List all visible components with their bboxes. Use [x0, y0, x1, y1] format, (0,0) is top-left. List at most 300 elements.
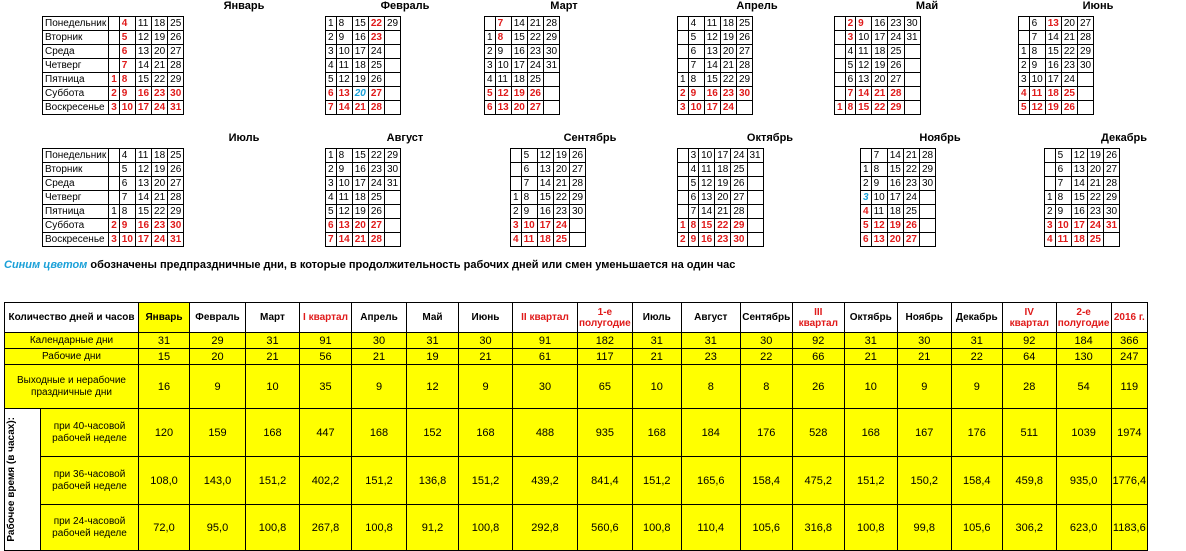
- summary-column-header: 2-е полугодие: [1056, 303, 1111, 333]
- day-cell: 21: [152, 59, 168, 73]
- day-cell: 27: [368, 87, 384, 101]
- summary-value-cell: 151,2: [459, 457, 513, 505]
- day-cell: 14: [336, 233, 352, 247]
- day-cell: 11: [704, 17, 720, 31]
- day-cell: 21: [1087, 177, 1103, 191]
- weekday-label: Четверг: [43, 191, 109, 205]
- day-cell: 8: [336, 149, 352, 163]
- summary-value-cell: 1039: [1056, 409, 1111, 457]
- summary-value-cell: 167: [897, 409, 951, 457]
- day-cell: 21: [152, 191, 168, 205]
- day-cell: 23: [1087, 205, 1103, 219]
- month-grid: [42, 16, 184, 115]
- day-cell: 16: [352, 163, 368, 177]
- month-grid: [42, 148, 184, 247]
- day-cell: 22: [720, 73, 736, 87]
- summary-value-cell: 151,2: [246, 457, 300, 505]
- day-cell: 8: [1055, 191, 1071, 205]
- day-cell: [1019, 31, 1030, 45]
- day-cell: 27: [1103, 163, 1119, 177]
- day-cell: [678, 45, 689, 59]
- day-cell: 1: [326, 17, 337, 31]
- day-cell: 19: [872, 59, 888, 73]
- day-cell: 21: [720, 59, 736, 73]
- day-cell: 11: [135, 17, 151, 31]
- day-cell: 15: [352, 17, 368, 31]
- day-cell: 17: [537, 219, 553, 233]
- summary-column-header: Июль: [632, 303, 681, 333]
- day-cell: 15: [352, 149, 368, 163]
- day-cell: 13: [336, 87, 352, 101]
- summary-column-header: Ноябрь: [897, 303, 951, 333]
- summary-value-cell: 184: [1056, 333, 1111, 349]
- day-cell: 16: [704, 87, 720, 101]
- day-cell: 11: [856, 45, 872, 59]
- summary-value-cell: 31: [681, 333, 740, 349]
- summary-value-cell: 10: [844, 365, 897, 409]
- summary-value-cell: 9: [951, 365, 1002, 409]
- day-cell: 19: [152, 31, 168, 45]
- day-cell: [678, 149, 689, 163]
- day-cell: 23: [553, 205, 569, 219]
- day-cell: 9: [688, 87, 704, 101]
- day-cell: [678, 205, 689, 219]
- day-cell: 17: [872, 31, 888, 45]
- day-cell: [835, 31, 846, 45]
- day-cell: 5: [1055, 149, 1071, 163]
- day-cell: 13: [856, 73, 872, 87]
- summary-value-cell: 511: [1002, 409, 1056, 457]
- weekday-label: Суббота: [43, 219, 109, 233]
- day-cell: 23: [715, 233, 731, 247]
- month-title: Январь: [223, 0, 265, 12]
- day-cell: 11: [871, 205, 887, 219]
- day-cell: 8: [871, 163, 887, 177]
- day-cell: 5: [485, 87, 496, 101]
- day-cell: 28: [543, 17, 559, 31]
- day-cell: 16: [887, 177, 903, 191]
- day-cell: 14: [135, 59, 151, 73]
- summary-value-cell: 31: [407, 333, 459, 349]
- day-cell: 13: [135, 177, 151, 191]
- day-cell: 30: [904, 17, 920, 31]
- day-cell: 1: [678, 73, 689, 87]
- day-cell: 1: [511, 191, 522, 205]
- day-cell: 13: [699, 191, 715, 205]
- day-cell: [835, 17, 846, 31]
- summary-value-cell: 168: [352, 409, 407, 457]
- day-cell: 4: [688, 17, 704, 31]
- day-cell: 10: [521, 219, 537, 233]
- summary-value-cell: 92: [792, 333, 844, 349]
- day-cell: 5: [326, 205, 337, 219]
- day-cell: 11: [135, 149, 151, 163]
- day-cell: 20: [352, 87, 368, 101]
- day-cell: 25: [903, 205, 919, 219]
- day-cell: 19: [553, 149, 569, 163]
- day-cell: [919, 233, 935, 247]
- day-cell: 15: [135, 205, 151, 219]
- day-cell: [835, 45, 846, 59]
- day-cell: 24: [888, 31, 904, 45]
- day-cell: 19: [887, 219, 903, 233]
- summary-value-cell: 92: [1002, 333, 1056, 349]
- day-cell: 10: [1029, 73, 1045, 87]
- day-cell: 21: [553, 177, 569, 191]
- summary-column-header: Октябрь: [844, 303, 897, 333]
- day-cell: [1045, 149, 1056, 163]
- summary-value-cell: 95,0: [190, 505, 246, 551]
- day-cell: [1045, 163, 1056, 177]
- summary-value-cell: 56: [300, 349, 352, 365]
- day-cell: [511, 149, 522, 163]
- day-cell: [543, 87, 559, 101]
- day-cell: 15: [1045, 45, 1061, 59]
- day-cell: 13: [336, 219, 352, 233]
- day-cell: 9: [336, 31, 352, 45]
- day-cell: 5: [688, 31, 704, 45]
- day-cell: 31: [168, 233, 184, 247]
- day-cell: 2: [326, 163, 337, 177]
- summary-value-cell: 31: [246, 333, 300, 349]
- summary-value-cell: 560,6: [578, 505, 633, 551]
- day-cell: 1: [109, 205, 120, 219]
- day-cell: 10: [119, 233, 135, 247]
- day-cell: [384, 31, 400, 45]
- day-cell: 17: [1071, 219, 1087, 233]
- day-cell: 6: [861, 233, 872, 247]
- day-cell: 18: [887, 205, 903, 219]
- day-cell: 1: [326, 149, 337, 163]
- day-cell: [835, 59, 846, 73]
- day-cell: 3: [845, 31, 856, 45]
- day-cell: 5: [845, 59, 856, 73]
- day-cell: 8: [845, 101, 856, 115]
- day-cell: 4: [511, 233, 522, 247]
- day-cell: 24: [731, 149, 747, 163]
- summary-column-header: III квартал: [792, 303, 844, 333]
- day-cell: 24: [1087, 219, 1103, 233]
- day-cell: 3: [1045, 219, 1056, 233]
- summary-value-cell: 99,8: [897, 505, 951, 551]
- day-cell: 1: [861, 163, 872, 177]
- day-cell: 28: [368, 233, 384, 247]
- day-cell: 17: [1045, 73, 1061, 87]
- summary-value-cell: 9: [459, 365, 513, 409]
- day-cell: 2: [678, 87, 689, 101]
- day-cell: 9: [1055, 205, 1071, 219]
- day-cell: 21: [527, 17, 543, 31]
- day-cell: 25: [368, 191, 384, 205]
- day-cell: 9: [119, 87, 135, 101]
- day-cell: 23: [720, 87, 736, 101]
- day-cell: 30: [919, 177, 935, 191]
- day-cell: 31: [384, 177, 400, 191]
- day-cell: 1: [835, 101, 846, 115]
- day-cell: 14: [1071, 177, 1087, 191]
- day-cell: 24: [720, 101, 736, 115]
- day-cell: 28: [1077, 31, 1093, 45]
- month-title: Декабрь: [1101, 132, 1147, 144]
- summary-value-cell: 316,8: [792, 505, 844, 551]
- summary-value-cell: 20: [190, 349, 246, 365]
- day-cell: 28: [368, 101, 384, 115]
- summary-value-cell: 119: [1111, 365, 1148, 409]
- day-cell: [109, 45, 120, 59]
- day-cell: 16: [135, 219, 151, 233]
- day-cell: 8: [521, 191, 537, 205]
- summary-value-cell: 447: [300, 409, 352, 457]
- day-cell: 13: [871, 233, 887, 247]
- summary-value-cell: 105,6: [740, 505, 792, 551]
- day-cell: 8: [688, 219, 699, 233]
- day-cell: 29: [731, 219, 747, 233]
- summary-value-cell: 110,4: [681, 505, 740, 551]
- day-cell: 3: [326, 45, 337, 59]
- day-cell: 28: [736, 59, 752, 73]
- weekday-label: Четверг: [43, 59, 109, 73]
- day-cell: 17: [511, 59, 527, 73]
- day-cell: [543, 101, 559, 115]
- day-cell: 29: [569, 191, 585, 205]
- summary-value-cell: 31: [632, 333, 681, 349]
- day-cell: 29: [168, 205, 184, 219]
- summary-value-cell: 54: [1056, 365, 1111, 409]
- summary-value-cell: 9: [352, 365, 407, 409]
- day-cell: 5: [521, 149, 537, 163]
- day-cell: 19: [511, 87, 527, 101]
- summary-value-cell: 168: [246, 409, 300, 457]
- day-cell: [678, 177, 689, 191]
- day-cell: [569, 233, 585, 247]
- day-cell: 19: [152, 163, 168, 177]
- day-cell: 12: [336, 73, 352, 87]
- summary-value-cell: 35: [300, 365, 352, 409]
- day-cell: 21: [352, 233, 368, 247]
- day-cell: [747, 163, 763, 177]
- day-cell: 31: [543, 59, 559, 73]
- month-grid: [834, 16, 921, 115]
- summary-value-cell: 120: [139, 409, 190, 457]
- day-cell: [835, 87, 846, 101]
- summary-value-cell: 30: [740, 333, 792, 349]
- day-cell: 19: [352, 73, 368, 87]
- day-cell: [485, 17, 496, 31]
- day-cell: 26: [168, 31, 184, 45]
- day-cell: 30: [1077, 59, 1093, 73]
- month-grid: [325, 16, 401, 115]
- day-cell: 10: [336, 45, 352, 59]
- summary-value-cell: 247: [1111, 349, 1148, 365]
- day-cell: 16: [699, 233, 715, 247]
- summary-value-cell: 623,0: [1056, 505, 1111, 551]
- day-cell: 22: [1087, 191, 1103, 205]
- day-cell: 29: [384, 149, 400, 163]
- day-cell: 18: [352, 191, 368, 205]
- day-cell: 6: [119, 45, 135, 59]
- day-cell: [919, 219, 935, 233]
- day-cell: 16: [135, 87, 151, 101]
- day-cell: 31: [168, 101, 184, 115]
- summary-value-cell: 1974: [1111, 409, 1148, 457]
- day-cell: 20: [1061, 17, 1077, 31]
- day-cell: 27: [168, 177, 184, 191]
- day-cell: 25: [736, 17, 752, 31]
- day-cell: [904, 45, 920, 59]
- day-cell: 9: [871, 177, 887, 191]
- day-cell: [109, 177, 120, 191]
- day-cell: [736, 101, 752, 115]
- day-cell: 27: [569, 163, 585, 177]
- working-hours-side-text: Рабочее время (в часах):: [6, 417, 17, 542]
- day-cell: 7: [119, 191, 135, 205]
- weekday-label: Понедельник: [43, 149, 109, 163]
- summary-value-cell: 151,2: [632, 457, 681, 505]
- day-cell: [384, 233, 400, 247]
- day-cell: 10: [871, 191, 887, 205]
- day-cell: 15: [704, 73, 720, 87]
- day-cell: 6: [119, 177, 135, 191]
- day-cell: 20: [553, 163, 569, 177]
- day-cell: 10: [856, 31, 872, 45]
- day-cell: 22: [152, 73, 168, 87]
- month-title: Февраль: [380, 0, 430, 12]
- day-cell: 2: [109, 219, 120, 233]
- day-cell: 19: [715, 177, 731, 191]
- day-cell: [747, 205, 763, 219]
- summary-value-cell: 91: [513, 333, 578, 349]
- day-cell: 8: [1029, 45, 1045, 59]
- day-cell: 18: [537, 233, 553, 247]
- day-cell: 27: [731, 191, 747, 205]
- day-cell: 24: [368, 177, 384, 191]
- day-cell: [109, 59, 120, 73]
- summary-value-cell: 100,8: [246, 505, 300, 551]
- day-cell: 27: [903, 233, 919, 247]
- day-cell: 18: [511, 73, 527, 87]
- day-cell: 22: [1061, 45, 1077, 59]
- day-cell: 29: [919, 163, 935, 177]
- summary-value-cell: 22: [951, 349, 1002, 365]
- day-cell: 25: [368, 59, 384, 73]
- summary-column-header: Сентябрь: [740, 303, 792, 333]
- day-cell: [109, 31, 120, 45]
- day-cell: 29: [736, 73, 752, 87]
- weekday-label: Пятница: [43, 73, 109, 87]
- day-cell: 6: [1029, 17, 1045, 31]
- day-cell: 26: [736, 31, 752, 45]
- summary-value-cell: 64: [1002, 349, 1056, 365]
- summary-value-cell: 21: [459, 349, 513, 365]
- day-cell: [1019, 17, 1030, 31]
- day-cell: 3: [511, 219, 522, 233]
- day-cell: 9: [495, 45, 511, 59]
- summary-column-header: I квартал: [300, 303, 352, 333]
- day-cell: 19: [1045, 101, 1061, 115]
- day-cell: 2: [109, 87, 120, 101]
- day-cell: 12: [336, 205, 352, 219]
- day-cell: 1: [1019, 45, 1030, 59]
- day-cell: 18: [1045, 87, 1061, 101]
- day-cell: 6: [485, 101, 496, 115]
- day-cell: 9: [688, 233, 699, 247]
- summary-value-cell: 168: [844, 409, 897, 457]
- summary-value-cell: 30: [513, 365, 578, 409]
- day-cell: 4: [688, 163, 699, 177]
- day-cell: 21: [903, 149, 919, 163]
- summary-value-cell: 12: [407, 365, 459, 409]
- day-cell: 10: [119, 101, 135, 115]
- day-cell: 4: [845, 45, 856, 59]
- summary-value-cell: 158,4: [951, 457, 1002, 505]
- day-cell: 12: [1029, 101, 1045, 115]
- day-cell: 15: [537, 191, 553, 205]
- summary-column-header: Июнь: [459, 303, 513, 333]
- day-cell: 27: [527, 101, 543, 115]
- day-cell: 13: [135, 45, 151, 59]
- summary-value-cell: 152: [407, 409, 459, 457]
- day-cell: [511, 177, 522, 191]
- day-cell: 22: [553, 191, 569, 205]
- day-cell: 28: [168, 191, 184, 205]
- summary-value-cell: 168: [632, 409, 681, 457]
- summary-column-header: Май: [407, 303, 459, 333]
- summary-value-cell: 100,8: [459, 505, 513, 551]
- summary-value-cell: 439,2: [513, 457, 578, 505]
- day-cell: 22: [527, 31, 543, 45]
- weekday-label: Среда: [43, 45, 109, 59]
- summary-value-cell: 16: [139, 365, 190, 409]
- summary-value-cell: 30: [459, 333, 513, 349]
- day-cell: 22: [368, 149, 384, 163]
- day-cell: 6: [688, 191, 699, 205]
- day-cell: 2: [485, 45, 496, 59]
- day-cell: 21: [872, 87, 888, 101]
- month-grid: [860, 148, 936, 247]
- month-grid: [1044, 148, 1120, 247]
- summary-value-cell: 528: [792, 409, 844, 457]
- day-cell: 18: [720, 17, 736, 31]
- day-cell: [747, 233, 763, 247]
- day-cell: 17: [352, 45, 368, 59]
- weekday-label: Пятница: [43, 205, 109, 219]
- day-cell: [384, 191, 400, 205]
- day-cell: 4: [326, 59, 337, 73]
- day-cell: [384, 59, 400, 73]
- legend-blue-text: Синим цветом: [4, 259, 88, 271]
- month-title: Ноябрь: [919, 132, 961, 144]
- day-cell: 12: [135, 163, 151, 177]
- day-cell: 5: [119, 163, 135, 177]
- day-cell: 20: [887, 233, 903, 247]
- day-cell: 4: [326, 191, 337, 205]
- summary-row-label: при 36-часовой рабочей неделе: [41, 457, 139, 505]
- summary-value-cell: 21: [246, 349, 300, 365]
- summary-value-cell: 21: [352, 349, 407, 365]
- month-title: Июнь: [1082, 0, 1114, 12]
- summary-value-cell: 21: [897, 349, 951, 365]
- summary-value-cell: 151,2: [352, 457, 407, 505]
- day-cell: 11: [521, 233, 537, 247]
- day-cell: 13: [1045, 17, 1061, 31]
- day-cell: 3: [688, 149, 699, 163]
- day-cell: [384, 73, 400, 87]
- day-cell: 10: [699, 149, 715, 163]
- day-cell: [1103, 233, 1119, 247]
- weekday-label: Понедельник: [43, 17, 109, 31]
- day-cell: 2: [678, 233, 689, 247]
- day-cell: 22: [872, 101, 888, 115]
